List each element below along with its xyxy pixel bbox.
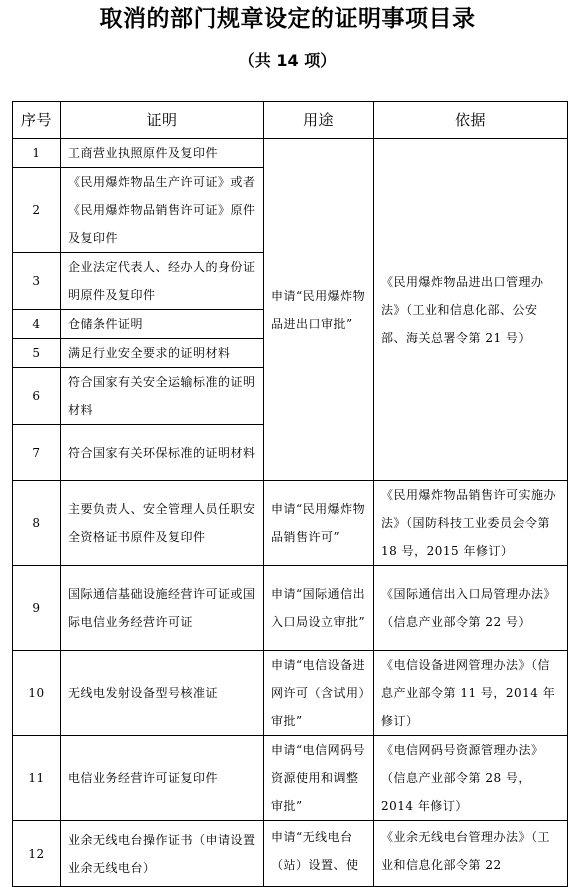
- group-basis: 《民用爆炸物品进出口管理办法》（工业和信息化部、公安部、海关总署令第 21 号）: [374, 139, 568, 481]
- row-seq: 12: [13, 821, 61, 887]
- row-proof: 业余无线电台操作证书（申请设置业余无线电台）: [61, 821, 264, 887]
- row-seq: 9: [13, 566, 61, 651]
- row-seq: 11: [13, 736, 61, 821]
- proof-items-table: [12, 101, 568, 887]
- row-proof: 国际通信基础设施经营许可证或国际电信业务经营许可证: [61, 566, 264, 651]
- row-proof: 无线电发射设备型号核准证: [61, 651, 264, 736]
- page-title: 取消的部门规章设定的证明事项目录: [99, 6, 476, 32]
- row-seq: 8: [13, 481, 61, 566]
- row-seq: 3: [13, 253, 61, 310]
- row-proof: 《民用爆炸物品生产许可证》或者《民用爆炸物品销售许可证》原件及复印件: [61, 168, 264, 253]
- row-basis: 《电信设备进网管理办法》（信息产业部令第 11 号，2014 年修订）: [374, 651, 568, 736]
- item-count-subtitle: （共 14 项）: [238, 51, 337, 70]
- table-row: [13, 821, 568, 887]
- row-proof: 企业法定代表人、经办人的身份证明原件及复印件: [61, 253, 264, 310]
- row-basis: 《国际通信出入口局管理办法》（信息产业部令第 22 号）: [374, 566, 568, 651]
- table-row: [13, 481, 568, 566]
- header-basis: 依据: [374, 102, 568, 139]
- header-seq: 序号: [13, 102, 61, 139]
- row-seq: 7: [13, 425, 61, 481]
- table-row: [13, 139, 568, 168]
- row-basis: 《业余无线电台管理办法》（工业和信息化部令第 22: [374, 821, 568, 887]
- row-proof: 符合国家有关安全运输标准的证明材料: [61, 368, 264, 425]
- row-use: 申请“电信设备进网许可（含试用）审批”: [264, 651, 374, 736]
- row-seq: 10: [13, 651, 61, 736]
- row-use: 申请“民用爆炸物品销售许可”: [264, 481, 374, 566]
- row-proof: 仓储条件证明: [61, 310, 264, 339]
- row-basis: 《民用爆炸物品销售许可实施办法》（国防科技工业委员会令第 18 号，2015 年修订）: [374, 481, 568, 566]
- group-use: 申请“民用爆炸物品进出口审批”: [264, 139, 374, 481]
- table-row: [13, 566, 568, 651]
- row-seq: 2: [13, 168, 61, 253]
- table-row: [13, 736, 568, 821]
- row-proof: 满足行业安全要求的证明材料: [61, 339, 264, 368]
- table-header-row: [13, 102, 568, 139]
- row-use: 申请“电信网码号资源使用和调整审批”: [264, 736, 374, 821]
- row-proof: 符合国家有关环保标准的证明材料: [61, 425, 264, 481]
- row-seq: 4: [13, 310, 61, 339]
- table-row: [13, 651, 568, 736]
- row-proof: 工商营业执照原件及复印件: [61, 139, 264, 168]
- row-proof: 电信业务经营许可证复印件: [61, 736, 264, 821]
- row-use: 申请“无线电台（站）设置、使: [264, 821, 374, 887]
- row-seq: 6: [13, 368, 61, 425]
- row-seq: 5: [13, 339, 61, 368]
- row-seq: 1: [13, 139, 61, 168]
- row-proof: 主要负责人、安全管理人员任职安全资格证书原件及复印件: [61, 481, 264, 566]
- header-use: 用途: [264, 102, 374, 139]
- header-proof: 证明: [61, 102, 264, 139]
- row-basis: 《电信网码号资源管理办法》（信息产业部令第 28 号，2014 年修订）: [374, 736, 568, 821]
- row-use: 申请“国际通信出入口局设立审批”: [264, 566, 374, 651]
